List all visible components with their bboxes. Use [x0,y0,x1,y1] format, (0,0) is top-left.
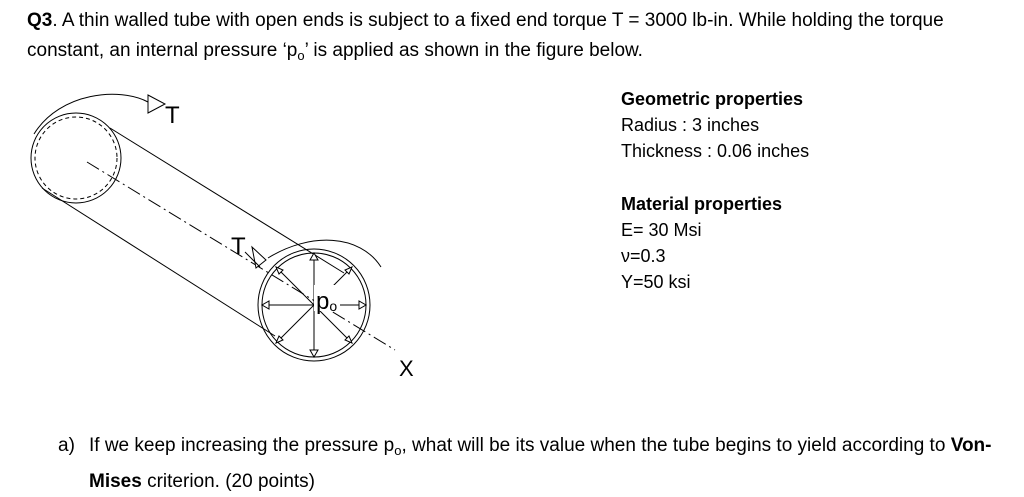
geometric-heading: Geometric properties [621,89,804,109]
part-a-text [89,430,1018,497]
question-text-part2: ’ is applied as shown in the figure below. [304,40,643,61]
torque-arrow-top [34,94,148,134]
yield-value: Y=50 ksi [621,272,691,292]
part-a [58,430,1018,497]
torque-arrowhead-end [252,247,266,268]
properties-spacer [621,164,809,191]
part-a-text-part2: , what will be its value when the tube begins to yield according to [401,435,951,456]
question-number: Q3 [27,10,53,31]
torque-arrowhead-top [148,95,165,113]
properties-panel [621,86,809,295]
tube-bottom-line [42,188,275,336]
question-text-part1: . A thin walled tube with open ends is subject to a fixed end torque T = 3000 lb-in. While holding the torque constant, an internal pressure ‘p [27,10,944,61]
part-a-criterion: Von-Mises [89,435,992,492]
pressure-label-subscript: o [329,298,338,314]
part-a-subscript: o [394,443,402,458]
poisson-value: ν=0.3 [621,246,666,266]
part-a-letter: a) [58,435,75,456]
torque-label-end: T [231,233,246,260]
pressure-label-p: p [316,288,330,315]
part-a-text-part3: criterion. (20 points) [141,471,315,492]
axis-label-x: X [399,356,414,381]
material-heading: Material properties [621,194,783,214]
torque-label-top: T [165,102,180,129]
thickness-value: Thickness : 0.06 inches [621,141,810,161]
tube-top-line [110,128,344,273]
question-text [27,6,1012,71]
tube-diagram [20,82,460,392]
radius-value: Radius : 3 inches [621,115,760,135]
modulus-value: E= 30 Msi [621,220,702,240]
question-subscript: o [297,48,305,63]
tube-left-end-inner [35,117,117,199]
part-a-text-part1: If we keep increasing the pressure p [89,435,395,456]
